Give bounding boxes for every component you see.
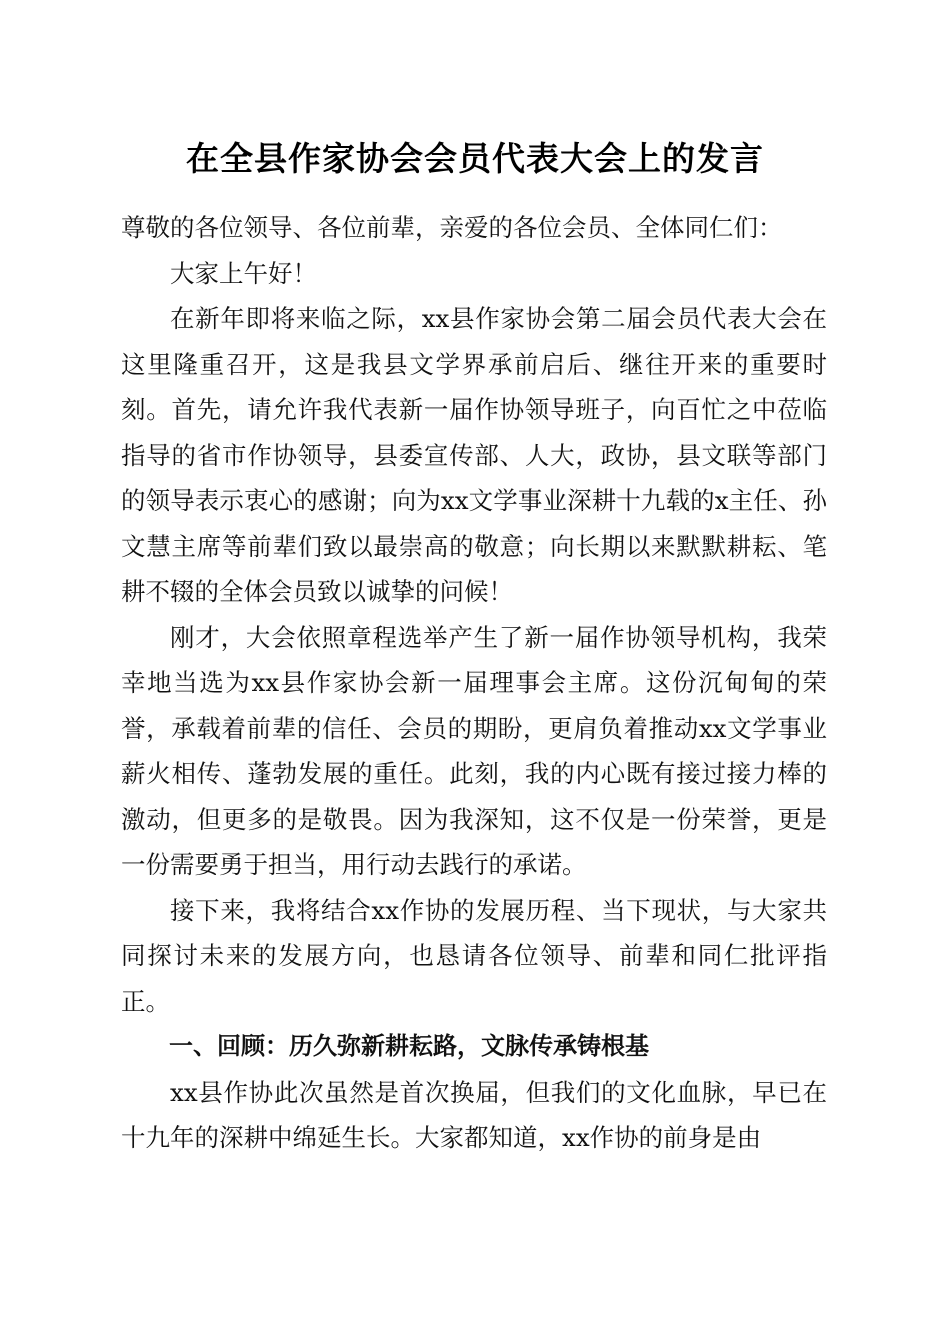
paragraph-3: 接下来，我将结合xx作协的发展历程、当下现状，与大家共同探讨未来的发展方向，也恳请各位领导、前辈和同仁批评指正。 <box>121 895 827 1016</box>
document-body <box>121 205 827 1161</box>
salutation: 尊敬的各位领导、各位前辈，亲爱的各位会员、全体同仁们： <box>121 213 783 242</box>
section-heading: 一、回顾：历久弥新耕耘路，文脉传承铸根基 <box>169 1032 649 1060</box>
document-title: 在全县作家协会会员代表大会上的发言 <box>186 139 764 178</box>
paragraph-2: 刚才，大会依照章程选举产生了新一届作协领导机构，我荣幸地当选为xx县作家协会新一届理事会主席。这份沉甸甸的荣誉，承载着前辈的信任、会员的期盼，更肩负着推动xx文学事业薪火相传、蓬勃发展的重任。此刻，我的内心既有接过接力棒的激动，但更多的是敬畏。因为我深知，这不仅是一份荣誉，更是一份需要勇于担当，用行动去践行的承诺。 <box>121 622 827 879</box>
paragraph-1: 在新年即将来临之际，xx县作家协会第二届会员代表大会在这里隆重召开，这是我县文学界承前启后、继往开来的重要时刻。首先，请允许我代表新一届作协领导班子，向百忙之中莅临指导的省市作协领导，县委宣传部、人大，政协，县文联等部门的领导表示衷心的感谢；向为xx文学事业深耕十九载的x主任、孙文慧主席等前辈们致以最崇高的敬意；向长期以来默默耕耘、笔耕不辍的全体会员致以诚挚的问候！ <box>121 304 827 606</box>
greeting: 大家上午好！ <box>170 258 317 288</box>
section-paragraph: xx县作协此次虽然是首次换届，但我们的文化血脉，早已在十九年的深耕中绵延生长。大家都知道，xx作协的前身是由 <box>121 1077 827 1152</box>
